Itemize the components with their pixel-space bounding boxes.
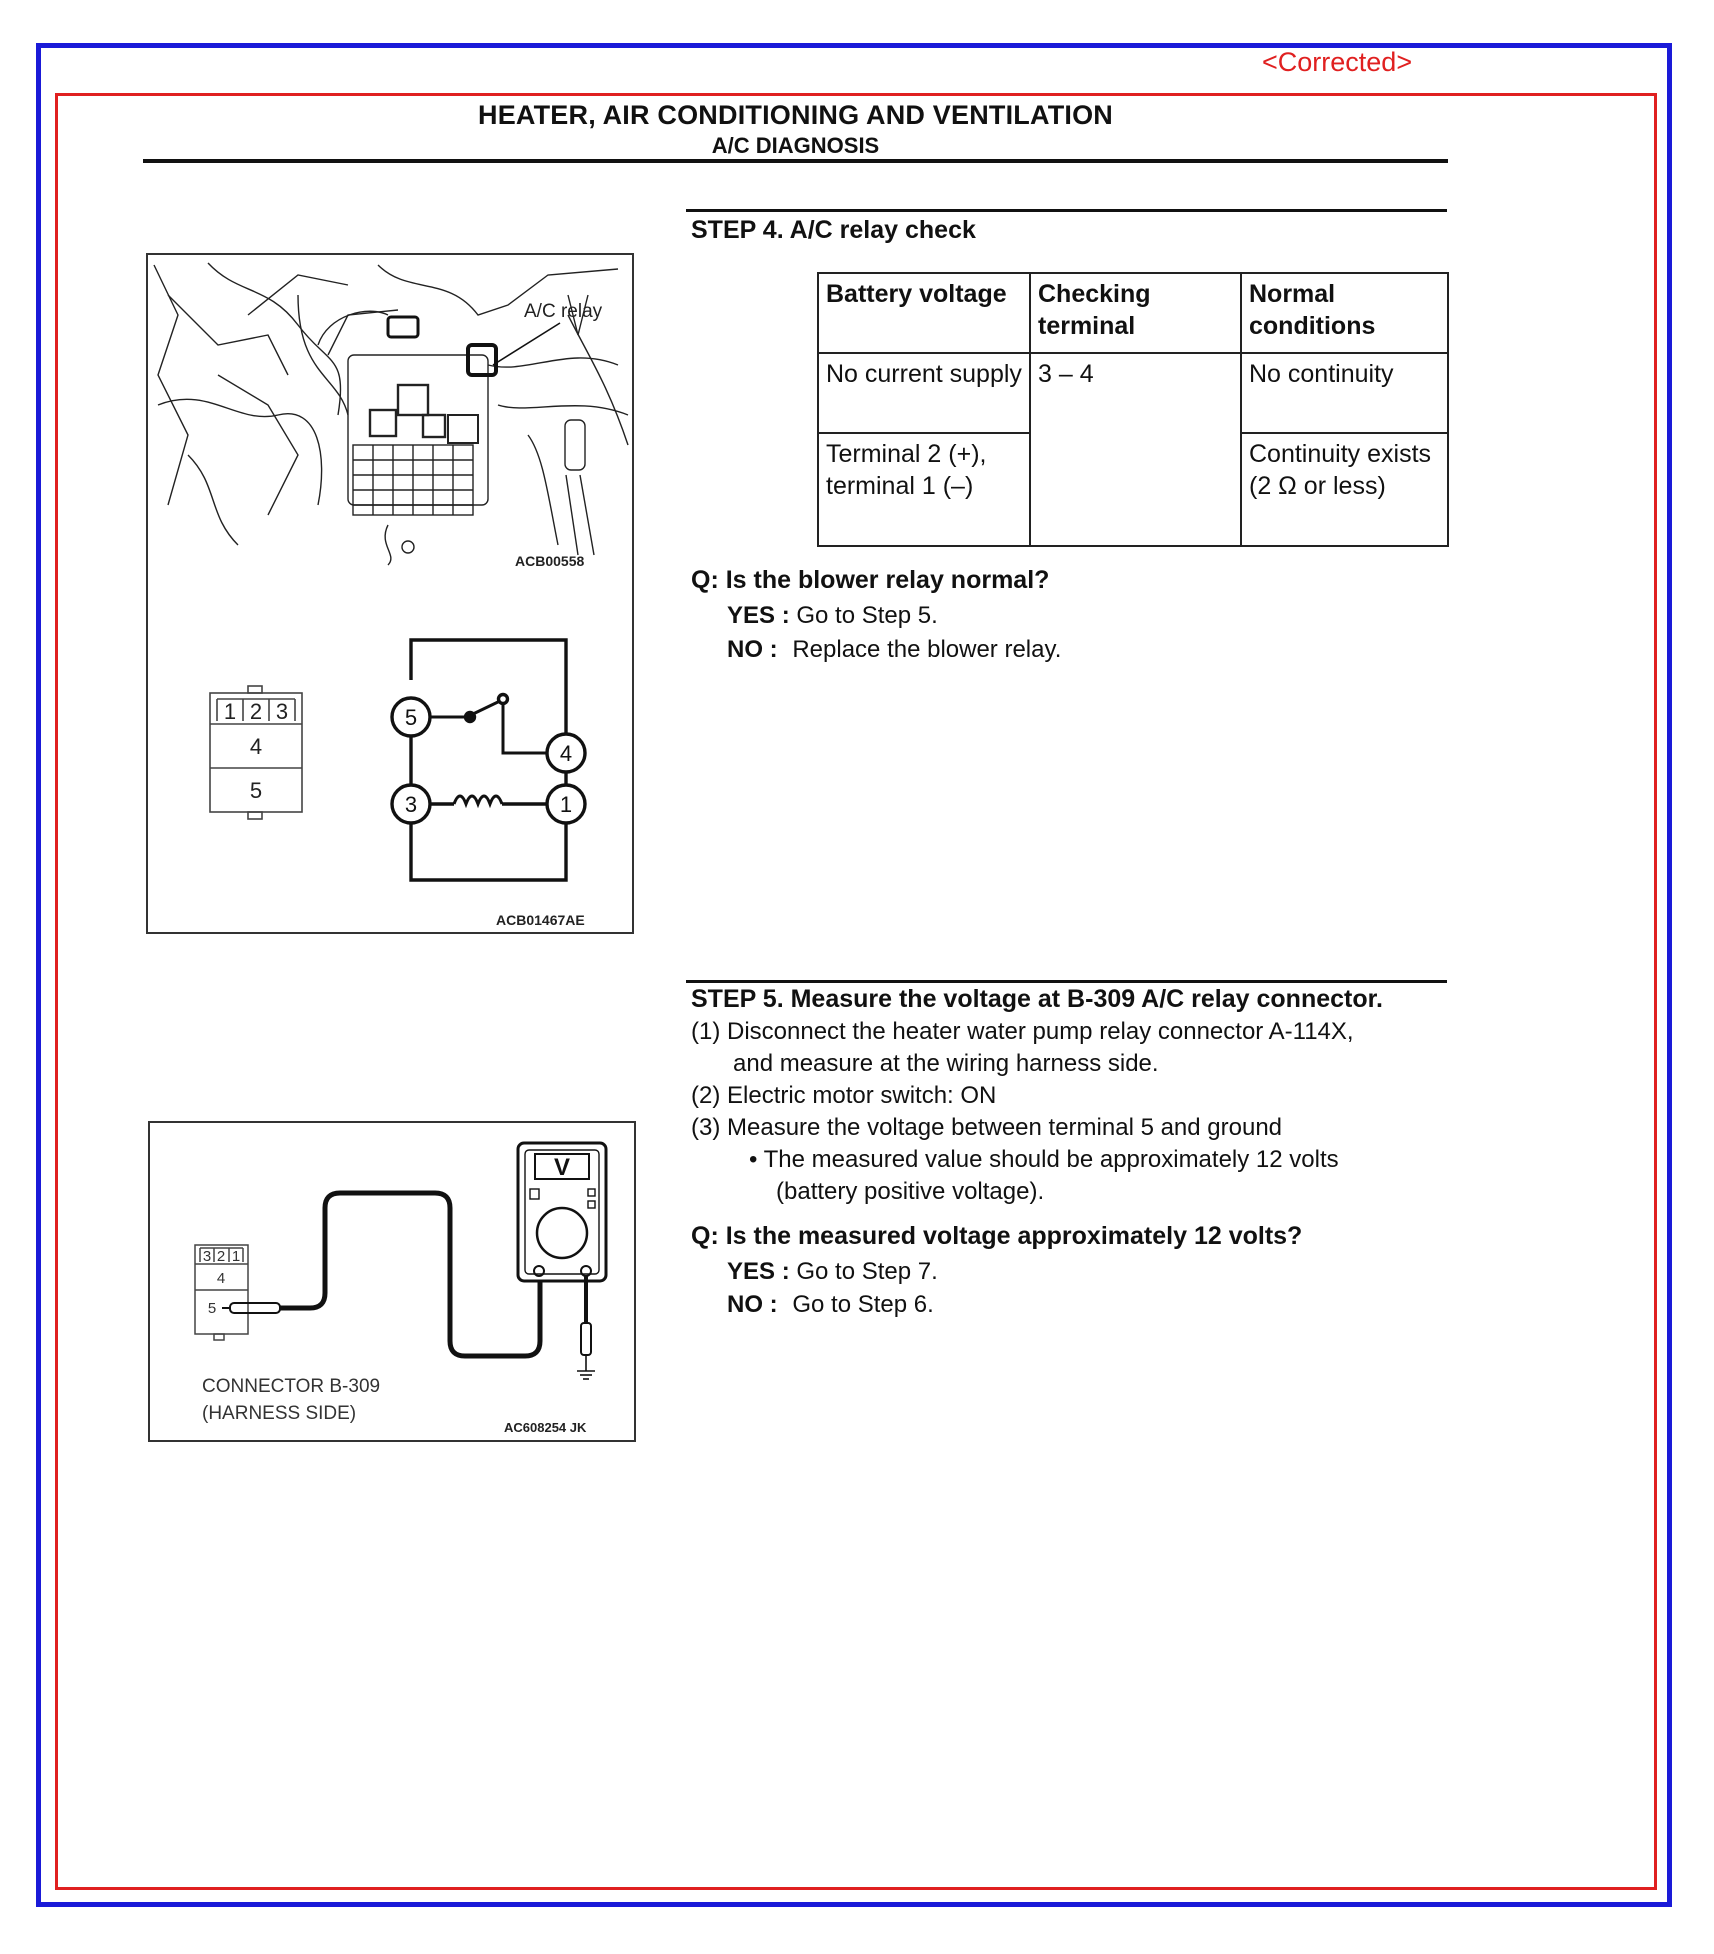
yes-text: Go to Step 7. [796, 1258, 938, 1285]
table-header-row [818, 273, 1448, 353]
measurement-illustration [150, 1123, 638, 1444]
cell-battery-voltage: Terminal 2 (+), terminal 1 (–) [818, 433, 1030, 546]
connector-caption-sub: (HARNESS SIDE) [202, 1403, 357, 1424]
no-text: Go to Step 6. [792, 1291, 934, 1318]
meter-label: V [553, 1154, 571, 1181]
step4-yes-answer [727, 602, 938, 630]
ac-relay-callout: A/C relay [524, 301, 603, 322]
step5-yes-answer [727, 1258, 938, 1286]
step4-rule [686, 209, 1447, 212]
step5-item-1-cont: and measure at the wiring harness side. [733, 1050, 1159, 1077]
callout-leader [493, 323, 560, 365]
relay-check-table [817, 272, 1449, 547]
table-row [818, 353, 1448, 433]
yes-label: YES : [727, 1258, 790, 1285]
figure-code-top: ACB00558 [515, 553, 585, 569]
header-checking-terminal: Checking terminal [1030, 273, 1241, 353]
pin-label: 5 [249, 778, 263, 803]
relay-schematic [411, 640, 566, 880]
pin-label: 1 [223, 699, 237, 724]
pin-label: 4 [216, 1270, 226, 1287]
step5-title: STEP 5. Measure the voltage at B-309 A/C relay connector. [691, 985, 1383, 1013]
step5-item-3: (3) Measure the voltage between terminal 5 and ground [691, 1114, 1283, 1141]
section-title: HEATER, AIR CONDITIONING AND VENTILATION [478, 100, 1113, 130]
step5-bullet-cont: (battery positive voltage). [776, 1178, 1045, 1205]
header-rule [143, 159, 1448, 163]
relay-illustration [148, 255, 636, 936]
step4-question: Q: Is the blower relay normal? [691, 566, 1050, 594]
step4-title: STEP 4. A/C relay check [691, 216, 976, 244]
pin-label: 1 [231, 1248, 241, 1265]
header-battery-voltage: Battery voltage [818, 273, 1030, 353]
yes-label: YES : [727, 602, 790, 629]
ground-symbol-icon [577, 1355, 595, 1379]
corrected-stamp: <Corrected> [1262, 47, 1413, 77]
step5-question: Q: Is the measured voltage approximately 12 volts? [691, 1222, 1303, 1250]
cell-normal-condition: Continuity exists (2 Ω or less) [1241, 433, 1448, 546]
connector-caption: CONNECTOR B-309 [202, 1376, 381, 1397]
yes-text: Go to Step 5. [796, 602, 938, 629]
no-text: Replace the blower relay. [792, 636, 1062, 663]
terminal-label: 3 [404, 792, 418, 817]
step5-bullet: • The measured value should be approximately 12 volts [749, 1146, 1339, 1173]
figure-code: AC608254 JK [504, 1420, 587, 1435]
cell-checking-terminal: 3 – 4 [1030, 353, 1241, 546]
test-probe [222, 1303, 280, 1313]
pin-label: 3 [275, 699, 289, 724]
pin-label: 5 [207, 1300, 217, 1317]
step5-item-2: (2) Electric motor switch: ON [691, 1082, 997, 1109]
section-subtitle: A/C DIAGNOSIS [711, 133, 880, 158]
pin-label: 2 [216, 1248, 226, 1265]
pin-label: 3 [202, 1248, 212, 1265]
no-label: NO : [727, 1291, 778, 1318]
header-normal-conditions: Normal conditions [1241, 273, 1448, 353]
relay-figure [146, 253, 634, 934]
voltage-measurement-figure [148, 1121, 636, 1442]
terminal-label: 1 [559, 792, 573, 817]
pin-label: 2 [249, 699, 263, 724]
ground-probe [581, 1323, 591, 1355]
step5-no-answer [727, 1291, 934, 1319]
cell-battery-voltage: No current supply [818, 353, 1030, 433]
terminal-label: 5 [404, 705, 418, 730]
step5-rule [686, 980, 1447, 983]
terminal-label: 4 [559, 741, 573, 766]
step4-no-answer [727, 636, 1061, 664]
cell-normal-condition: No continuity [1241, 353, 1448, 433]
pin-label: 4 [249, 734, 263, 759]
figure-code-bottom: ACB01467AE [496, 912, 585, 928]
step5-item-1: (1) Disconnect the heater water pump relay connector A-114X, [691, 1018, 1354, 1045]
no-label: NO : [727, 636, 778, 663]
ac-relay-outline [468, 345, 496, 375]
probe-lead [280, 1193, 540, 1356]
